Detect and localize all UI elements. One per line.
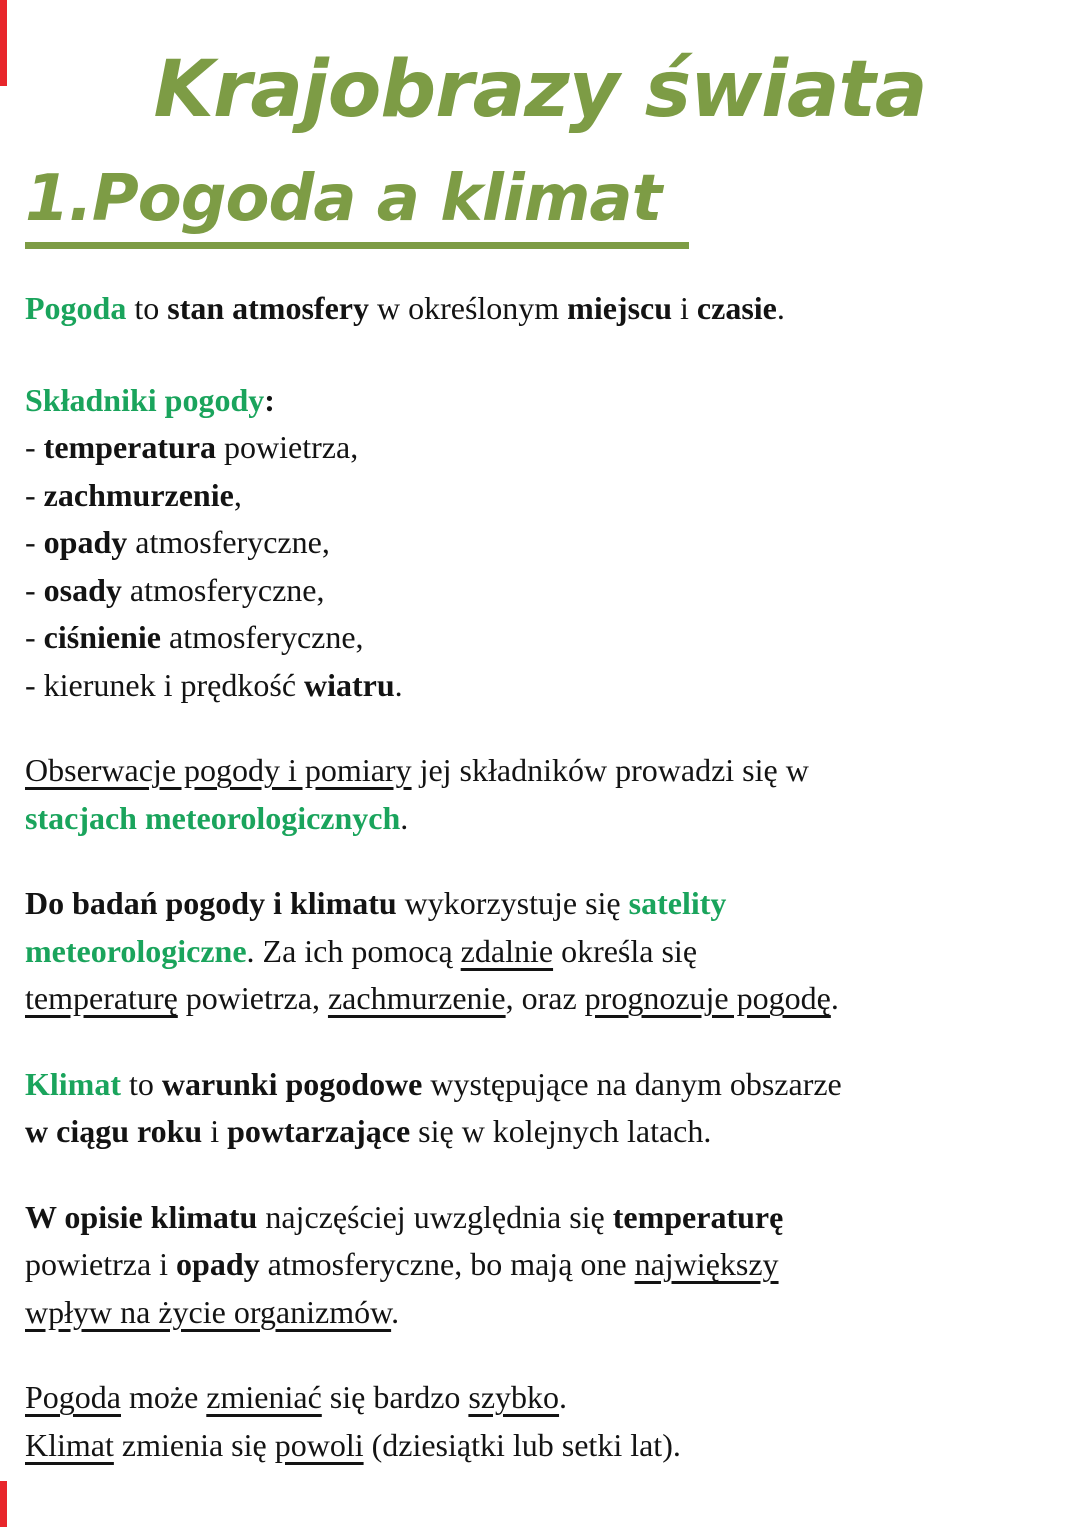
text-run: warunki pogodowe [161, 1065, 423, 1102]
paragraph-weather-definition [25, 285, 1070, 333]
text-run: występujące na danym obszarze [422, 1065, 842, 1102]
text-run: . [776, 290, 785, 326]
text-line [25, 424, 1070, 472]
text-run: . [830, 980, 839, 1016]
text-line [25, 1241, 1070, 1289]
text-run: - kierunek i prędkość [25, 666, 305, 703]
text-run: czasie [696, 290, 777, 326]
text-run: temperatura [43, 429, 217, 465]
text-run: (dziesiątki lub setki lat). [363, 1426, 681, 1463]
text-run: . [559, 1379, 568, 1415]
text-run: Pogoda [25, 1379, 121, 1415]
text-run: opady [176, 1246, 260, 1282]
paragraph-meteorological-satellites [25, 880, 1070, 1023]
text-run: satelity [628, 885, 727, 921]
text-run: miejscu [567, 290, 673, 326]
text-run: się w kolejnych latach. [410, 1113, 712, 1149]
text-line [25, 567, 1070, 615]
text-run: . [400, 799, 409, 836]
text-line [25, 1194, 1070, 1242]
text-line [25, 285, 1070, 333]
text-line [25, 1108, 1070, 1156]
text-run: zdalnie [460, 932, 554, 969]
text-line [25, 614, 1070, 662]
text-run: się bardzo [321, 1379, 469, 1415]
text-line [25, 795, 1070, 843]
text-line [25, 377, 1070, 425]
text-run: może [121, 1379, 207, 1415]
text-run: temperaturę [25, 980, 178, 1016]
paragraph-climate-description [25, 1194, 1070, 1337]
document-title: Krajobrazy świata [153, 45, 927, 135]
text-line [25, 928, 1070, 976]
text-run: to [126, 290, 168, 326]
text-line [25, 880, 1070, 928]
text-run: Obserwacje pogody i pomiary [25, 752, 412, 788]
text-run: - [25, 524, 44, 560]
section-heading-wrap [25, 160, 1080, 249]
text-run: zachmurzenie [327, 980, 506, 1016]
text-run: temperaturę [612, 1198, 784, 1235]
text-line [25, 747, 1070, 795]
text-run: powoli [274, 1426, 364, 1463]
text-run: to [120, 1065, 162, 1102]
text-run: - [25, 619, 44, 655]
paragraph-change-speed [25, 1374, 1070, 1469]
text-run: meteorologiczne [25, 932, 247, 969]
text-line [25, 519, 1070, 567]
text-run: i [672, 290, 697, 326]
text-run: Pogoda [25, 290, 127, 326]
text-run: zmieniać [206, 1379, 322, 1415]
text-run: stacjach meteorologicznych [25, 799, 401, 836]
text-run: opady [43, 524, 128, 560]
text-run: Klimat [25, 1426, 114, 1463]
text-run: - [25, 429, 44, 465]
text-run: szybko [468, 1379, 560, 1415]
text-line [25, 1422, 1070, 1470]
section-heading: 1.Pogoda a klimat [25, 160, 689, 249]
text-run: wpływ na życie organizmów [25, 1293, 392, 1330]
text-run: i [202, 1113, 228, 1149]
text-run: atmosferyczne, [160, 619, 364, 655]
paragraph-weather-components-list [25, 377, 1070, 710]
text-run: . [391, 1293, 400, 1330]
text-run: zachmurzenie [43, 476, 234, 513]
text-run: atmosferyczne, bo mają one [259, 1246, 635, 1282]
text-line [25, 975, 1070, 1023]
text-run: Składniki pogody [25, 381, 265, 418]
text-run: ciśnienie [43, 619, 161, 655]
text-run: zmienia się [113, 1426, 275, 1463]
text-line [25, 472, 1070, 520]
text-run: w określonym [368, 290, 568, 326]
text-run: prognozuje pogodę [584, 980, 831, 1016]
text-run: największy [634, 1246, 779, 1282]
text-run: , oraz [505, 980, 585, 1016]
text-run: powietrza, [216, 429, 359, 465]
text-run: Klimat [25, 1065, 121, 1102]
text-line [25, 1289, 1070, 1337]
text-run: . Za ich pomocą [246, 932, 461, 969]
text-line [25, 1061, 1070, 1109]
text-run: : [264, 381, 275, 418]
text-run: Do badań pogody i klimatu [25, 885, 397, 921]
text-run: W opisie klimatu [25, 1198, 258, 1235]
text-run: osady [43, 571, 122, 608]
paragraph-climate-definition [25, 1061, 1070, 1156]
text-line [25, 662, 1070, 710]
text-run: powietrza, [177, 980, 328, 1016]
text-run: - [25, 476, 44, 513]
text-run: jej składników prowadzi się w [411, 752, 809, 788]
text-run: wykorzystuje się [396, 885, 629, 921]
text-run: stan atmosfery [167, 290, 369, 326]
text-run: określa się [553, 932, 698, 969]
text-run: atmosferyczne, [127, 524, 330, 560]
text-run: najczęściej uwzględnia się [257, 1198, 613, 1235]
text-run: . [394, 666, 403, 703]
text-run: , [233, 476, 242, 513]
text-run: atmosferyczne, [121, 571, 325, 608]
red-edge-mark-top [0, 0, 7, 86]
text-run: w ciągu roku [25, 1113, 203, 1149]
text-run: wiatru [304, 666, 395, 703]
text-line [25, 1374, 1070, 1422]
paragraph-weather-observations [25, 747, 1070, 842]
text-run: powtarzające [227, 1113, 411, 1149]
text-run: - [25, 571, 44, 608]
text-run: powietrza i [25, 1246, 177, 1282]
red-edge-mark-bottom [0, 1481, 7, 1527]
